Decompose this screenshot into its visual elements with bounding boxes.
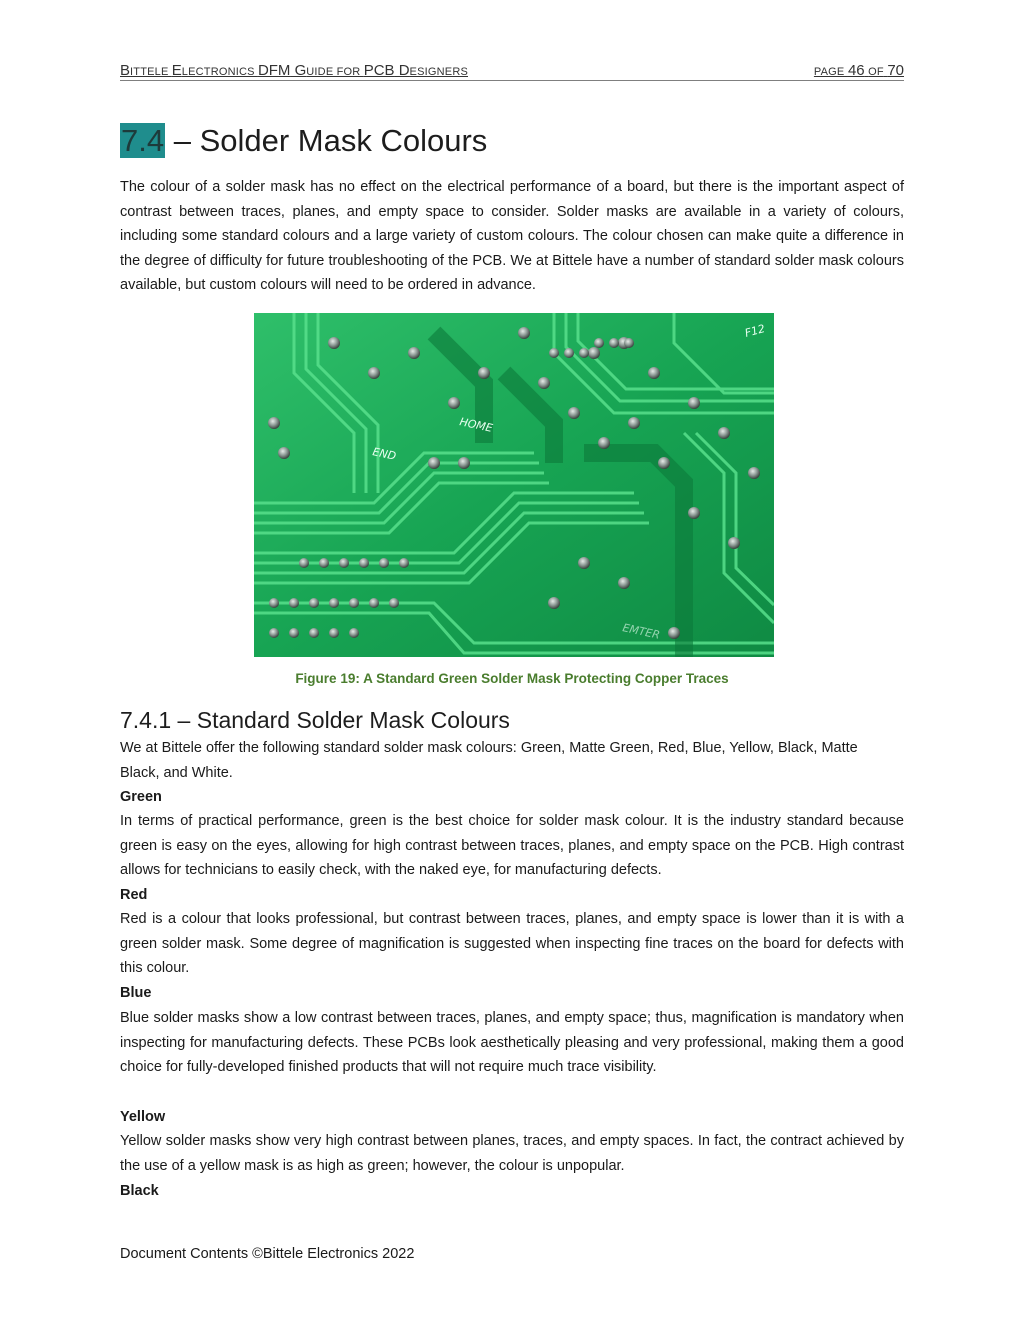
colour-text-red: Red is a colour that looks professional, but contrast between traces, planes, and empty space is lower than it is with a green solder mask. Some degree of magnification is suggested when inspecting fine traces on the board for defects with this colour. bbox=[120, 911, 904, 977]
colour-text-yellow: Yellow solder masks show very high contrast between planes, traces, and empty spaces. In fact, the contract achieved by the use of a yellow mask is as high as green; however, the colour is unpopular. bbox=[120, 1133, 904, 1174]
pcb-label-home: HOME bbox=[458, 415, 494, 435]
pcb-label-f12: F12 bbox=[743, 322, 767, 340]
colour-heading-green: Green bbox=[120, 789, 162, 805]
header-page-number: PAGE 46 OF 70 bbox=[813, 62, 904, 79]
colour-heading-red: Red bbox=[120, 887, 148, 903]
colour-heading-yellow: Yellow bbox=[120, 1109, 166, 1125]
colour-heading-blue: Blue bbox=[120, 985, 152, 1001]
pcb-figure bbox=[254, 313, 774, 657]
section-heading bbox=[120, 122, 487, 160]
running-header bbox=[120, 62, 904, 81]
figure-caption: Figure 19: A Standard Green Solder Mask Protecting Copper Traces bbox=[295, 671, 729, 686]
green-pcb-image bbox=[254, 313, 774, 657]
page-footer: Document Contents ©Bittele Electronics 2022 bbox=[120, 1246, 415, 1262]
colour-text-blue: Blue solder masks show a low contrast between traces, planes, and empty space; thus, magnification is mandatory when inspecting for manufacturing defects. These PCBs look aesthetically pleasing and very professional, making them a good choice for fully-developed finished products that will not require much trace visibility. bbox=[120, 1010, 904, 1076]
subsection-heading: 7.4.1 – Standard Solder Mask Colours bbox=[120, 707, 510, 733]
section-intro-paragraph: The colour of a solder mask has no effect on the electrical performance of a board, but there is the important aspect of contrast between traces, planes, and empty space to consider. Solder masks are available in a variety of colours, including some standard colours and a large variety of custom colours. The colour chosen can make quite a difference in the degree of difficulty for future troubleshooting of the PCB. We at Bittele have a number of standard solder mask colours available, but custom colours will need to be ordered in advance. bbox=[120, 179, 904, 294]
pcb-label-enter: EMTER bbox=[621, 621, 662, 642]
section-number: 7.4 bbox=[121, 123, 165, 158]
colour-text-green: In terms of practical performance, green is the best choice for solder mask colour. It is the industry standard because green is easy on the eyes, allowing for high contrast between traces, planes, and empty space on the PCB. High contrast allows for technicians to easily check, with the naked eye, for manufacturing defects. bbox=[120, 813, 904, 879]
colour-heading-black: Black bbox=[120, 1183, 159, 1199]
section-title: – Solder Mask Colours bbox=[165, 123, 488, 158]
header-title: BITTELE ELECTRONICS DFM GUIDE FOR PCB DESIGNERS bbox=[120, 62, 468, 79]
subsection-intro-paragraph: We at Bittele offer the following standard solder mask colours: Green, Matte Green, Red, Blue, Yellow, Black, Matte Black, and White. bbox=[120, 740, 858, 781]
pcb-label-end: END bbox=[371, 445, 398, 463]
